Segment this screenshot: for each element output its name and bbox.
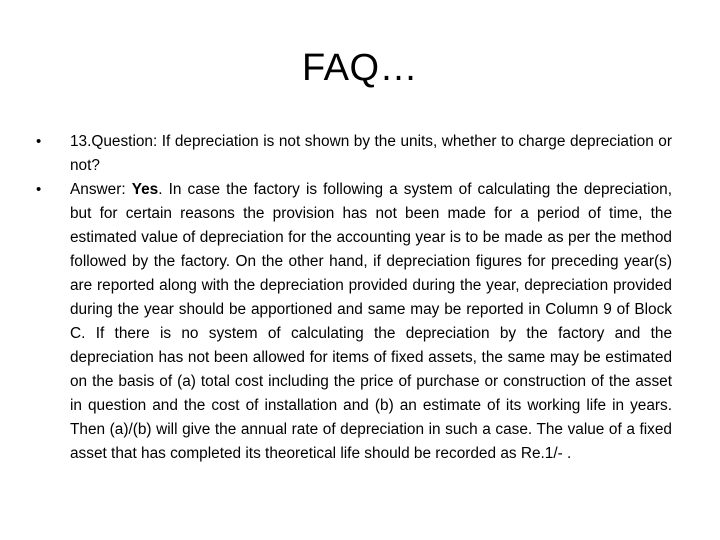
- slide-title: FAQ…: [301, 47, 419, 89]
- answer-emphasis: Yes: [131, 181, 159, 198]
- answer-label: Answer:: [70, 181, 132, 198]
- bullet-list: [36, 130, 672, 466]
- answer-text: . In case the factory is following a system of calculating the depreciation, but for certain reasons the provision has not been made for a period of time, the estimated value of depreciation for the accounting year is to be made as per the method followed by the factory. On the other hand, if depreciation figures for preceding year(s) are reported along with the depreciation provided during the year, depreciation provided during the year should be apportioned and same may be reported in Column 9 of Block C. If there is no system of calculating the depreciation by the factory and the depreciation has not been allowed for items of fixed assets, the same may be estimated on the basis of (a) total cost including the price of purchase or construction of the asset in question and the cost of installation and (b) an estimate of its working life in years. Then (a)/(b) will give the annual rate of depreciation in such a case. The value of a fixed asset that has completed its theoretical life should be recorded as Re.1/- .: [70, 181, 673, 462]
- question-text: 13.Question: If depreciation is not shown by the units, whether to charge depreciation or not?: [70, 133, 672, 174]
- bullet-icon: •: [36, 133, 42, 150]
- question-bullet: [36, 130, 672, 178]
- bullet-icon: •: [36, 181, 42, 198]
- answer-bullet: [36, 178, 672, 466]
